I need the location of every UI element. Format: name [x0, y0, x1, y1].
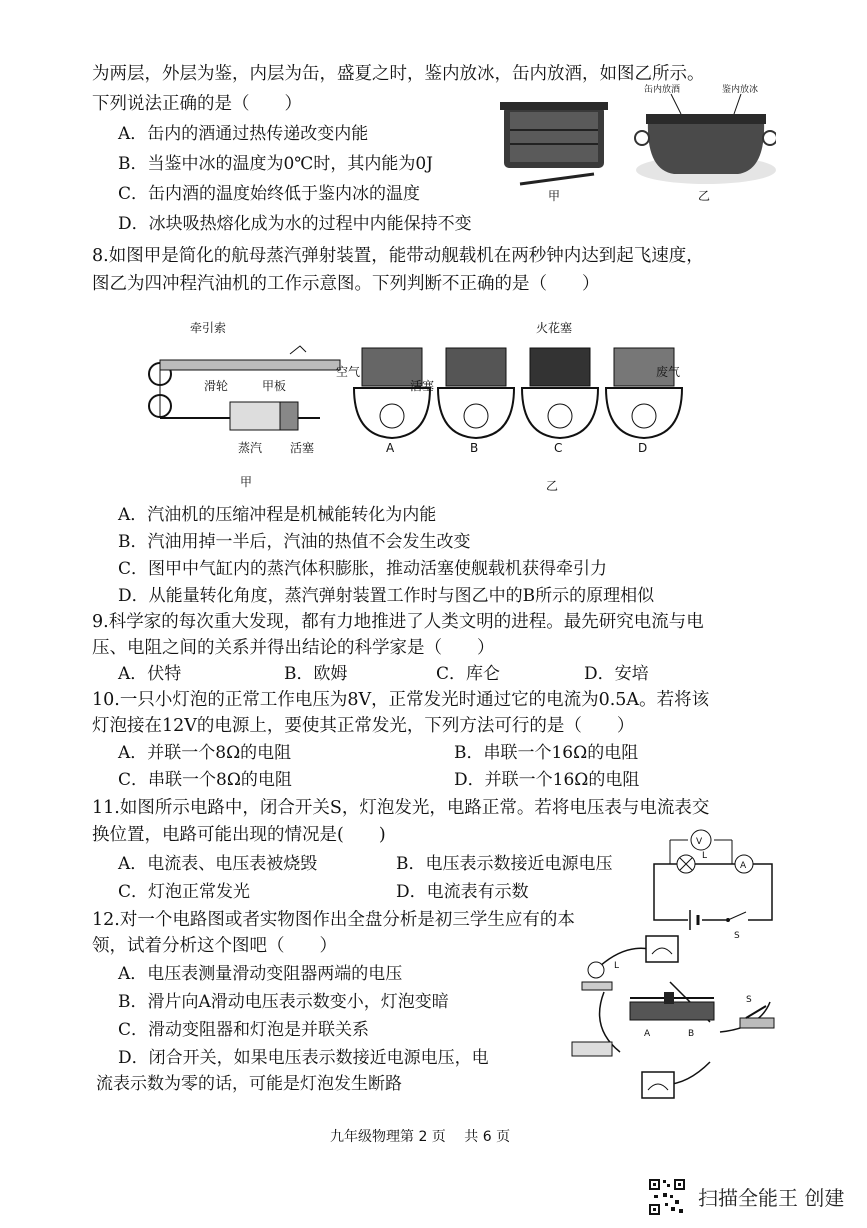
q10-option-b: B．串联一个16Ω的电阻	[454, 743, 639, 763]
q12-option-a: A．电压表测量滑动变阻器两端的电压	[118, 964, 403, 984]
q7-figure-label-b: 乙	[698, 189, 711, 203]
q8-label-steam: 蒸汽	[238, 441, 263, 455]
q8-line2: 图乙为四冲程汽油机的工作示意图。下列判断不正确的是（ ）	[92, 274, 600, 294]
q9-option-a: A．伏特	[118, 664, 182, 684]
q11-ammeter-label: A	[740, 861, 747, 871]
q7-option-a: A．缶内的酒通过热传递改变内能	[118, 124, 369, 144]
q8-label-piston-b: 活塞	[410, 379, 435, 393]
q8-label-spark: 火花塞	[536, 321, 573, 335]
q8-line1: 8.如图甲是简化的航母蒸汽弹射装置，能带动舰载机在两秒钟内达到起飞速度，	[92, 246, 704, 266]
q8-label-deck: 甲板	[262, 379, 287, 393]
q12-line1: 12.对一个电路图或者实物图作出全盘分析是初三学生应有的本	[92, 910, 575, 930]
q8-option-c: C．图甲中气缸内的蒸汽体积膨胀，推动活塞使舰载机获得牵引力	[118, 559, 608, 579]
q7-line1: 为两层，外层为鉴，内层为缶，盛夏之时，鉴内放冰，缶内放酒，如图乙所示。	[92, 64, 705, 84]
q12-terminal-a: A	[644, 1029, 651, 1039]
engine-stroke-d	[606, 348, 682, 438]
q9-line2: 压、电阻之间的关系并得出结论的科学家是（ ）	[92, 638, 495, 658]
q8-stroke-label-c: C	[554, 441, 563, 455]
q7-bronze-vessel-figure	[496, 80, 776, 210]
q11-option-c: C．灯泡正常发光	[118, 882, 251, 902]
q12-option-d-line1: D．闭合开关，如果电压表示数接近电源电压，电	[118, 1048, 489, 1068]
q7-option-d: D．冰块吸热熔化成为水的过程中内能保持不变	[118, 214, 472, 234]
q7-figure-label-a: 甲	[548, 189, 561, 203]
q11-option-b: B．电压表示数接近电源电压	[396, 854, 613, 874]
q11-switch-label: S	[734, 931, 740, 940]
q11-line1: 11.如图所示电路中，闭合开关S，灯泡发光，电路正常。若将电压表与电流表交	[92, 798, 710, 818]
q10-option-c: C．串联一个8Ω的电阻	[118, 770, 292, 790]
q8-option-d: D．从能量转化角度，蒸汽弹射装置工作时与图乙中的B所示的原理相似	[118, 586, 655, 606]
q8-option-b: B．汽油用掉一半后，汽油的热值不会发生改变	[118, 532, 471, 552]
q10-option-a: A．并联一个8Ω的电阻	[118, 743, 292, 763]
q12-option-c: C．滑动变阻器和灯泡是并联关系	[118, 1020, 370, 1040]
q10-option-d: D．并联一个16Ω的电阻	[454, 770, 640, 790]
q8-caption-a: 甲	[240, 475, 253, 489]
q7-option-b: B．当鉴中冰的温度为0℃时，其内能为0J	[118, 154, 433, 174]
q11-circuit-figure	[648, 826, 778, 940]
q8-stroke-label-b: B	[470, 441, 479, 455]
q12-terminal-b: B	[688, 1029, 695, 1039]
q7-option-c: C．缶内酒的温度始终低于鉴内冰的温度	[118, 184, 421, 204]
q8-label-piston-a: 活塞	[290, 441, 315, 455]
q12-lamp-label: L	[614, 961, 620, 971]
q8-label-rope: 牵引索	[190, 321, 227, 335]
q9-option-d: D．安培	[584, 664, 649, 684]
q8-stroke-label-a: A	[386, 441, 395, 455]
scanner-watermark: 扫描全能王 创建	[698, 1186, 845, 1210]
q12-physical-circuit-figure	[560, 932, 788, 1114]
q11-lamp-label: L	[702, 851, 708, 861]
q8-label-exhaust: 废气	[656, 365, 681, 379]
q12-option-b: B．滑片向A滑动电压表示数变小，灯泡变暗	[118, 992, 449, 1012]
q8-caption-b: 乙	[546, 479, 559, 493]
q10-line2: 灯泡接在12V的电源上，要使其正常发光，下列方法可行的是（ ）	[92, 716, 635, 736]
q11-voltmeter-label: V	[696, 837, 703, 847]
engine-stroke-a	[354, 348, 430, 438]
q11-option-a: A．电流表、电压表被烧毁	[118, 854, 318, 874]
q8-catapult-and-engine-figure	[140, 318, 700, 494]
q11-line2: 换位置，电路可能出现的情况是( )	[92, 825, 386, 845]
q8-stroke-label-d: D	[638, 441, 648, 455]
q9-line1: 9.科学家的每次重大发现，都有力地推进了人类文明的进程。最先研究电流与电	[92, 612, 704, 632]
qr-code-icon	[648, 1178, 686, 1216]
q7-line2: 下列说法正确的是（ ）	[92, 94, 302, 114]
q12-switch-label: S	[746, 995, 752, 1005]
engine-stroke-c	[522, 348, 598, 438]
page-footer: 九年级物理第 2 页 共 6 页	[330, 1129, 511, 1145]
q8-label-air: 空气	[336, 365, 361, 379]
q8-label-pulley: 滑轮	[204, 379, 229, 393]
engine-stroke-b	[438, 348, 514, 438]
q11-option-d: D．电流表有示数	[396, 882, 529, 902]
q9-option-c: C．库仑	[436, 664, 501, 684]
q10-line1: 10.一只小灯泡的正常工作电压为8V，正常发光时通过它的电流为0.5A。若将该	[92, 690, 710, 710]
q9-option-b: B．欧姆	[284, 664, 348, 684]
q12-line2: 领，试着分析这个图吧（ ）	[92, 936, 337, 956]
q8-option-a: A．汽油机的压缩冲程是机械能转化为内能	[118, 505, 437, 525]
q12-option-d-line2: 流表示数为零的话，可能是灯泡发生断路	[96, 1074, 402, 1094]
q7-tag-wine: 缶内放酒	[644, 85, 681, 95]
q7-tag-ice: 鉴内放冰	[722, 85, 759, 95]
